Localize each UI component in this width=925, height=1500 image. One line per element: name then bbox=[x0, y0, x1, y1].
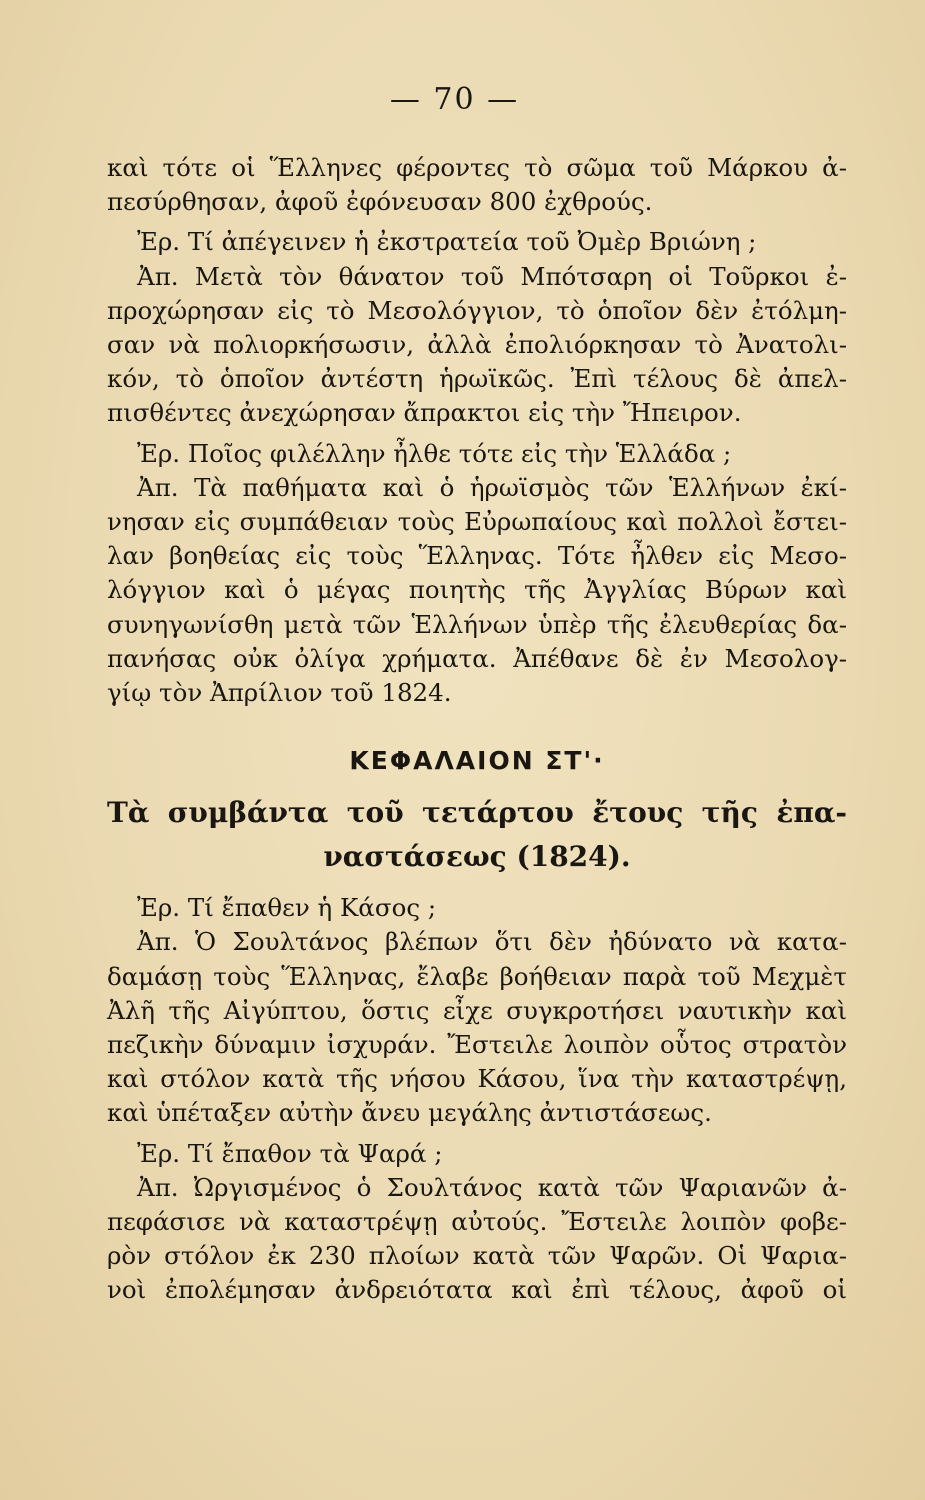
text-line: σαν νὰ πολιορκήσωσιν, ἀλλὰ ἐπολιόρκησαν τὸ Ἀνατολι- bbox=[107, 330, 847, 360]
text-line: πανήσας οὐκ ὀλίγα χρήματα. Ἀπέθανε δὲ ἐν Μεσολογ- bbox=[107, 643, 847, 673]
text-line: καὶ ὑπέταξεν αὐτὴν ἄνευ μεγάλης ἀντιστάσεως. bbox=[107, 1098, 712, 1128]
question-psara bbox=[107, 1137, 847, 1171]
text-line: Ἐρ. Τί ἔπαθεν ἡ Κάσος ; bbox=[137, 893, 437, 923]
text-line: προχώρησαν εἰς τὸ Μεσολόγγιον, τὸ ὁποῖον δὲν ἐτόλμη- bbox=[107, 295, 847, 325]
text-line: πεφάσισε νὰ καταστρέψῃ αὐτούς. Ἔστειλε λοιπὸν φοβε- bbox=[107, 1207, 847, 1237]
text-line: Ἀπ. Μετὰ τὸν θάνατον τοῦ Μπότσαρη οἱ Τοῦρκοι ἐ- bbox=[137, 261, 847, 291]
book-page bbox=[107, 82, 847, 1308]
answer-campaign bbox=[107, 260, 847, 431]
paragraph-continuation bbox=[107, 151, 847, 219]
text-line: ρὸν στόλον ἐκ 230 πλοίων κατὰ τῶν Ψαρῶν. Οἱ Ψαρια- bbox=[107, 1241, 847, 1271]
question-philhellene bbox=[107, 437, 847, 471]
text-line: δαμάσῃ τοὺς Ἕλληνας, ἔλαβε βοήθειαν παρὰ τοῦ Μεχμὲτ bbox=[107, 961, 847, 991]
text-line: πεσύρθησαν, ἀφοῦ ἐφόνευσαν 800 ἐχθρούς. bbox=[107, 187, 653, 217]
section-title-line: Τὰ συμβάντα τοῦ τετάρτου ἔτους τῆς ἐπα- bbox=[107, 796, 847, 830]
text-line: Ἀπ. Τὰ παθήματα καὶ ὁ ἡρωϊσμὸς τῶν Ἑλλήνων ἐκί- bbox=[137, 472, 847, 502]
text-line: Ἐρ. Ποῖος φιλέλλην ἦλθε τότε εἰς τὴν Ἑλλάδα ; bbox=[137, 438, 732, 468]
text-line: κόν, τὸ ὁποῖον ἀντέστη ἡρωϊκῶς. Ἐπὶ τέλους δὲ ἀπελ- bbox=[107, 364, 847, 394]
text-line: καὶ στόλον κατὰ τῆς νήσου Κάσου, ἵνα τὴν καταστρέψῃ, bbox=[107, 1064, 847, 1094]
answer-psara bbox=[107, 1171, 847, 1308]
answer-kasos bbox=[107, 925, 847, 1130]
question-kasos bbox=[107, 891, 847, 925]
question-campaign bbox=[107, 225, 847, 259]
text-line: Ἀπ. Ὁ Σουλτάνος βλέπων ὅτι δὲν ἠδύνατο νὰ κατα- bbox=[137, 927, 847, 957]
section-title bbox=[107, 791, 847, 879]
section-title-line: ναστάσεως (1824). bbox=[323, 840, 631, 874]
text-line: Ἐρ. Τί ἀπέγεινεν ἡ ἐκστρατεία τοῦ Ὀμὲρ Βριώνη ; bbox=[137, 227, 757, 257]
text-line: Ἐρ. Τί ἔπαθον τὰ Ψαρά ; bbox=[137, 1138, 443, 1168]
text-line: Ἀπ. Ὠργισμένος ὁ Σουλτάνος κατὰ τῶν Ψαριανῶν ἀ- bbox=[137, 1172, 847, 1202]
text-line: λαν βοηθείας εἰς τοὺς Ἕλληνας. Τότε ἦλθεν εἰς Μεσο- bbox=[107, 541, 847, 571]
text-line: πισθέντες ἀνεχώρησαν ἄπρακτοι εἰς τὴν Ἤπειρον. bbox=[107, 398, 742, 428]
text-line: καὶ τότε οἱ Ἕλληνες φέροντες τὸ σῶμα τοῦ Μάρκου ἀ- bbox=[107, 153, 847, 182]
answer-philhellene bbox=[107, 471, 847, 710]
text-line: πεζικὴν δύναμιν ἰσχυράν. Ἔστειλε λοιπὸν οὗτος στρατὸν bbox=[107, 1030, 847, 1060]
text-line: γίῳ τὸν Ἀπρίλιον τοῦ 1824. bbox=[107, 678, 452, 708]
text-line: νησαν εἰς συμπάθειαν τοὺς Εὐρωπαίους καὶ πολλοὶ ἔστει- bbox=[107, 507, 847, 537]
text-line: Ἀλῆ τῆς Αἰγύπτου, ὅστις εἶχε συγκροτήσει ναυτικὴν καὶ bbox=[107, 995, 847, 1025]
text-line: συνηγωνίσθη μετὰ τῶν Ἑλλήνων ὑπὲρ τῆς ἐλευθερίας δα- bbox=[107, 609, 847, 639]
chapter-heading: ΚΕΦΑΛΑΙΟΝ ΣΤ'· bbox=[349, 746, 605, 776]
text-line: νοὶ ἐπολέμησαν ἀνδρειότατα καὶ ἐπὶ τέλους, ἀφοῦ οἱ bbox=[107, 1275, 847, 1305]
page-number: — 70 — bbox=[389, 82, 520, 117]
text-line: λόγγιον καὶ ὁ μέγας ποιητὴς τῆς Ἀγγλίας Βύρων καὶ bbox=[107, 575, 847, 605]
